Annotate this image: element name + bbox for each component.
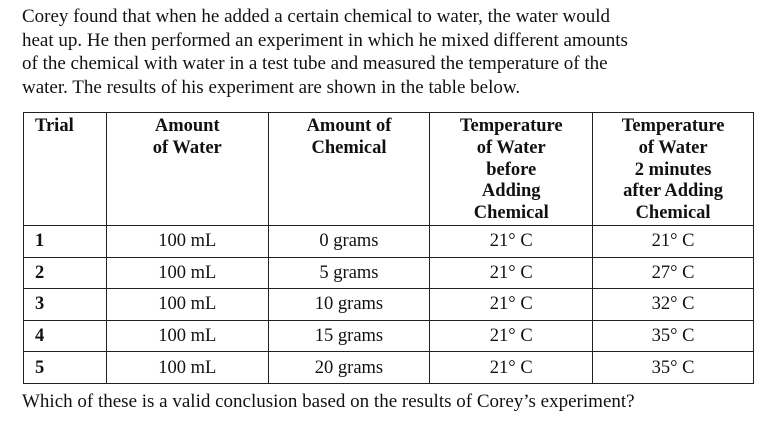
cell-trial: 1 — [24, 225, 107, 257]
cell-temp-before: 21° C — [430, 225, 593, 257]
cell-water: 100 mL — [106, 320, 268, 352]
cell-trial: 2 — [24, 257, 107, 289]
intro-line: heat up. He then performed an experiment in which he mixed different amounts — [22, 29, 628, 51]
cell-temp-before: 21° C — [430, 352, 593, 384]
cell-chemical: 20 grams — [268, 352, 430, 384]
cell-chemical: 15 grams — [268, 320, 430, 352]
table-row — [24, 257, 754, 289]
intro-paragraph — [22, 5, 762, 99]
cell-trial: 4 — [24, 320, 107, 352]
cell-water: 100 mL — [106, 289, 268, 321]
cell-water: 100 mL — [106, 352, 268, 384]
cell-trial: 3 — [24, 289, 107, 321]
header-amount-of-water: Amount of Water — [106, 113, 268, 226]
intro-line: Corey found that when he added a certain chemical to water, the water would — [22, 6, 611, 27]
table-row — [24, 225, 754, 257]
cell-temp-after: 35° C — [593, 352, 754, 384]
header-temp-after: Temperature of Water 2 minutes after Adding Chemical — [593, 113, 754, 226]
cell-chemical: 10 grams — [268, 289, 430, 321]
results-table — [23, 112, 754, 384]
cell-trial: 5 — [24, 352, 107, 384]
cell-water: 100 mL — [106, 225, 268, 257]
cell-water: 100 mL — [106, 257, 268, 289]
cell-chemical: 0 grams — [268, 225, 430, 257]
cell-temp-after: 32° C — [593, 289, 754, 321]
cell-temp-after: 21° C — [593, 225, 754, 257]
table-header-row — [24, 113, 754, 226]
cell-temp-before: 21° C — [430, 257, 593, 289]
header-amount-of-chemical: Amount of Chemical — [268, 113, 430, 226]
header-temp-before: Temperature of Water before Adding Chemical — [430, 113, 593, 226]
table-row — [24, 289, 754, 321]
cell-temp-before: 21° C — [430, 289, 593, 321]
intro-line: water. The results of his experiment are shown in the table below. — [22, 76, 521, 98]
table-row — [24, 320, 754, 352]
header-trial: Trial — [24, 113, 107, 226]
cell-chemical: 5 grams — [268, 257, 430, 289]
intro-line: of the chemical with water in a test tube and measured the temperature of the — [22, 53, 608, 74]
table-row — [24, 352, 754, 384]
cell-temp-after: 35° C — [593, 320, 754, 352]
question-text: Which of these is a valid conclusion based on the results of Corey’s experiment? — [22, 391, 635, 412]
cell-temp-after: 27° C — [593, 257, 754, 289]
cell-temp-before: 21° C — [430, 320, 593, 352]
